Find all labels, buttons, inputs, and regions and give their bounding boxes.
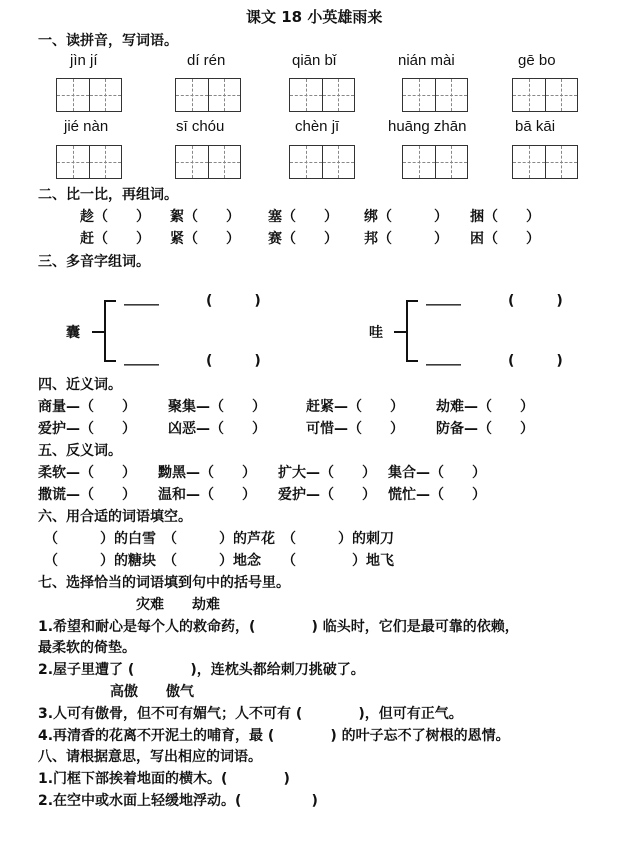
synonym-item: 可惜—（ ） bbox=[306, 421, 404, 437]
synonym-item: 防备—（ ） bbox=[436, 421, 534, 437]
antonym-item: 黝黑—（ ） bbox=[158, 465, 256, 481]
writing-grid[interactable] bbox=[512, 145, 578, 179]
answer-paren[interactable]: ( ) bbox=[508, 353, 563, 369]
writing-grid[interactable] bbox=[289, 78, 355, 112]
answer-blank[interactable]: _____ bbox=[426, 290, 461, 306]
polyphone-char: 囊 bbox=[66, 325, 80, 341]
compare-item: 绑（ ） bbox=[364, 209, 448, 225]
writing-grid[interactable] bbox=[56, 145, 122, 179]
antonym-item: 慌忙—（ ） bbox=[388, 487, 486, 503]
antonym-item: 爱护—（ ） bbox=[278, 487, 376, 503]
word-choices: 高傲 傲气 bbox=[110, 684, 194, 700]
brace-vertical bbox=[104, 300, 106, 362]
pinyin-label: jié nàn bbox=[64, 118, 109, 135]
brace-top bbox=[104, 300, 116, 302]
synonym-item: 劫难—（ ） bbox=[436, 399, 534, 415]
answer-paren[interactable]: ( ) bbox=[206, 293, 261, 309]
compare-item: 赶（ ） bbox=[80, 231, 150, 247]
answer-blank[interactable]: _____ bbox=[124, 290, 159, 306]
section-1-heading: 一、读拼音，写词语。 bbox=[38, 33, 178, 49]
compare-item: 趁（ ） bbox=[80, 209, 150, 225]
pinyin-label: dí rén bbox=[187, 52, 226, 69]
page-title: 课文 18 小英雄雨来 bbox=[246, 8, 383, 26]
definition: 1.门框下部挨着地面的横木。( ) bbox=[38, 771, 290, 787]
writing-grid[interactable] bbox=[175, 78, 241, 112]
brace-stem bbox=[394, 331, 406, 333]
writing-grid[interactable] bbox=[175, 145, 241, 179]
brace-bottom bbox=[104, 360, 116, 362]
answer-paren[interactable]: ( ) bbox=[508, 293, 563, 309]
synonym-item: 赶紧—（ ） bbox=[306, 399, 404, 415]
sentence: 4.再清香的花离不开泥土的哺育，最 ( ) 的叶子忘不了树根的恩情。 bbox=[38, 728, 510, 744]
compare-item: 塞（ ） bbox=[268, 209, 338, 225]
synonym-item: 商量—（ ） bbox=[38, 399, 136, 415]
compare-item: 赛（ ） bbox=[268, 231, 338, 247]
sentence: 2.屋子里遭了 ( )，连枕头都给刺刀挑破了。 bbox=[38, 662, 365, 678]
writing-grid[interactable] bbox=[512, 78, 578, 112]
synonym-item: 爱护—（ ） bbox=[38, 421, 136, 437]
antonym-item: 柔软—（ ） bbox=[38, 465, 136, 481]
brace-stem bbox=[92, 331, 104, 333]
answer-blank[interactable]: _____ bbox=[124, 350, 159, 366]
answer-blank[interactable]: _____ bbox=[426, 350, 461, 366]
pinyin-label: huāng zhān bbox=[388, 118, 467, 135]
antonym-item: 撒谎—（ ） bbox=[38, 487, 136, 503]
writing-grid[interactable] bbox=[289, 145, 355, 179]
section-4-heading: 四、近义词。 bbox=[38, 377, 122, 393]
sentence: 最柔软的倚垫。 bbox=[38, 640, 136, 656]
section-2-heading: 二、比一比，再组词。 bbox=[38, 187, 178, 203]
fill-row: （ ）的糖块 （ ）地念 （ ）地飞 bbox=[44, 553, 394, 569]
brace-vertical bbox=[406, 300, 408, 362]
word-choices: 灾难 劫难 bbox=[136, 597, 220, 613]
pinyin-label: chèn jī bbox=[295, 118, 340, 135]
section-7-heading: 七、选择恰当的词语填到句中的括号里。 bbox=[38, 575, 290, 591]
antonym-item: 扩大—（ ） bbox=[278, 465, 376, 481]
sentence: 1.希望和耐心是每个人的救命药，( ) 临头时，它们是最可靠的依赖， bbox=[38, 619, 519, 635]
synonym-item: 凶恶—（ ） bbox=[168, 421, 266, 437]
writing-grid[interactable] bbox=[402, 145, 468, 179]
pinyin-label: nián mài bbox=[398, 52, 455, 69]
antonym-item: 温和—（ ） bbox=[158, 487, 256, 503]
pinyin-label: qiān bǐ bbox=[292, 52, 337, 69]
polyphone-char: 哇 bbox=[369, 325, 383, 341]
pinyin-label: bā kāi bbox=[515, 118, 556, 135]
writing-grid[interactable] bbox=[402, 78, 468, 112]
section-5-heading: 五、反义词。 bbox=[38, 443, 122, 459]
antonym-item: 集合—（ ） bbox=[388, 465, 486, 481]
definition: 2.在空中或水面上轻缓地浮动。( ) bbox=[38, 793, 318, 809]
fill-row: （ ）的白雪 （ ）的芦花 （ ）的刺刀 bbox=[44, 531, 394, 547]
compare-item: 紧（ ） bbox=[170, 231, 240, 247]
compare-item: 邦（ ） bbox=[364, 231, 448, 247]
pinyin-label: sī chóu bbox=[176, 118, 225, 135]
writing-grid[interactable] bbox=[56, 78, 122, 112]
pinyin-label: gē bo bbox=[518, 52, 556, 69]
section-6-heading: 六、用合适的词语填空。 bbox=[38, 509, 192, 525]
pinyin-label: jìn jí bbox=[70, 52, 98, 69]
brace-top bbox=[406, 300, 418, 302]
brace-bottom bbox=[406, 360, 418, 362]
section-8-heading: 八、请根据意思，写出相应的词语。 bbox=[38, 749, 262, 765]
compare-item: 絮（ ） bbox=[170, 209, 240, 225]
sentence: 3.人可有傲骨，但不可有媚气；人不可有 ( )，但可有正气。 bbox=[38, 706, 463, 722]
compare-item: 捆（ ） bbox=[470, 209, 540, 225]
compare-item: 困（ ） bbox=[470, 231, 540, 247]
synonym-item: 聚集—（ ） bbox=[168, 399, 266, 415]
section-3-heading: 三、多音字组词。 bbox=[38, 254, 150, 270]
answer-paren[interactable]: ( ) bbox=[206, 353, 261, 369]
